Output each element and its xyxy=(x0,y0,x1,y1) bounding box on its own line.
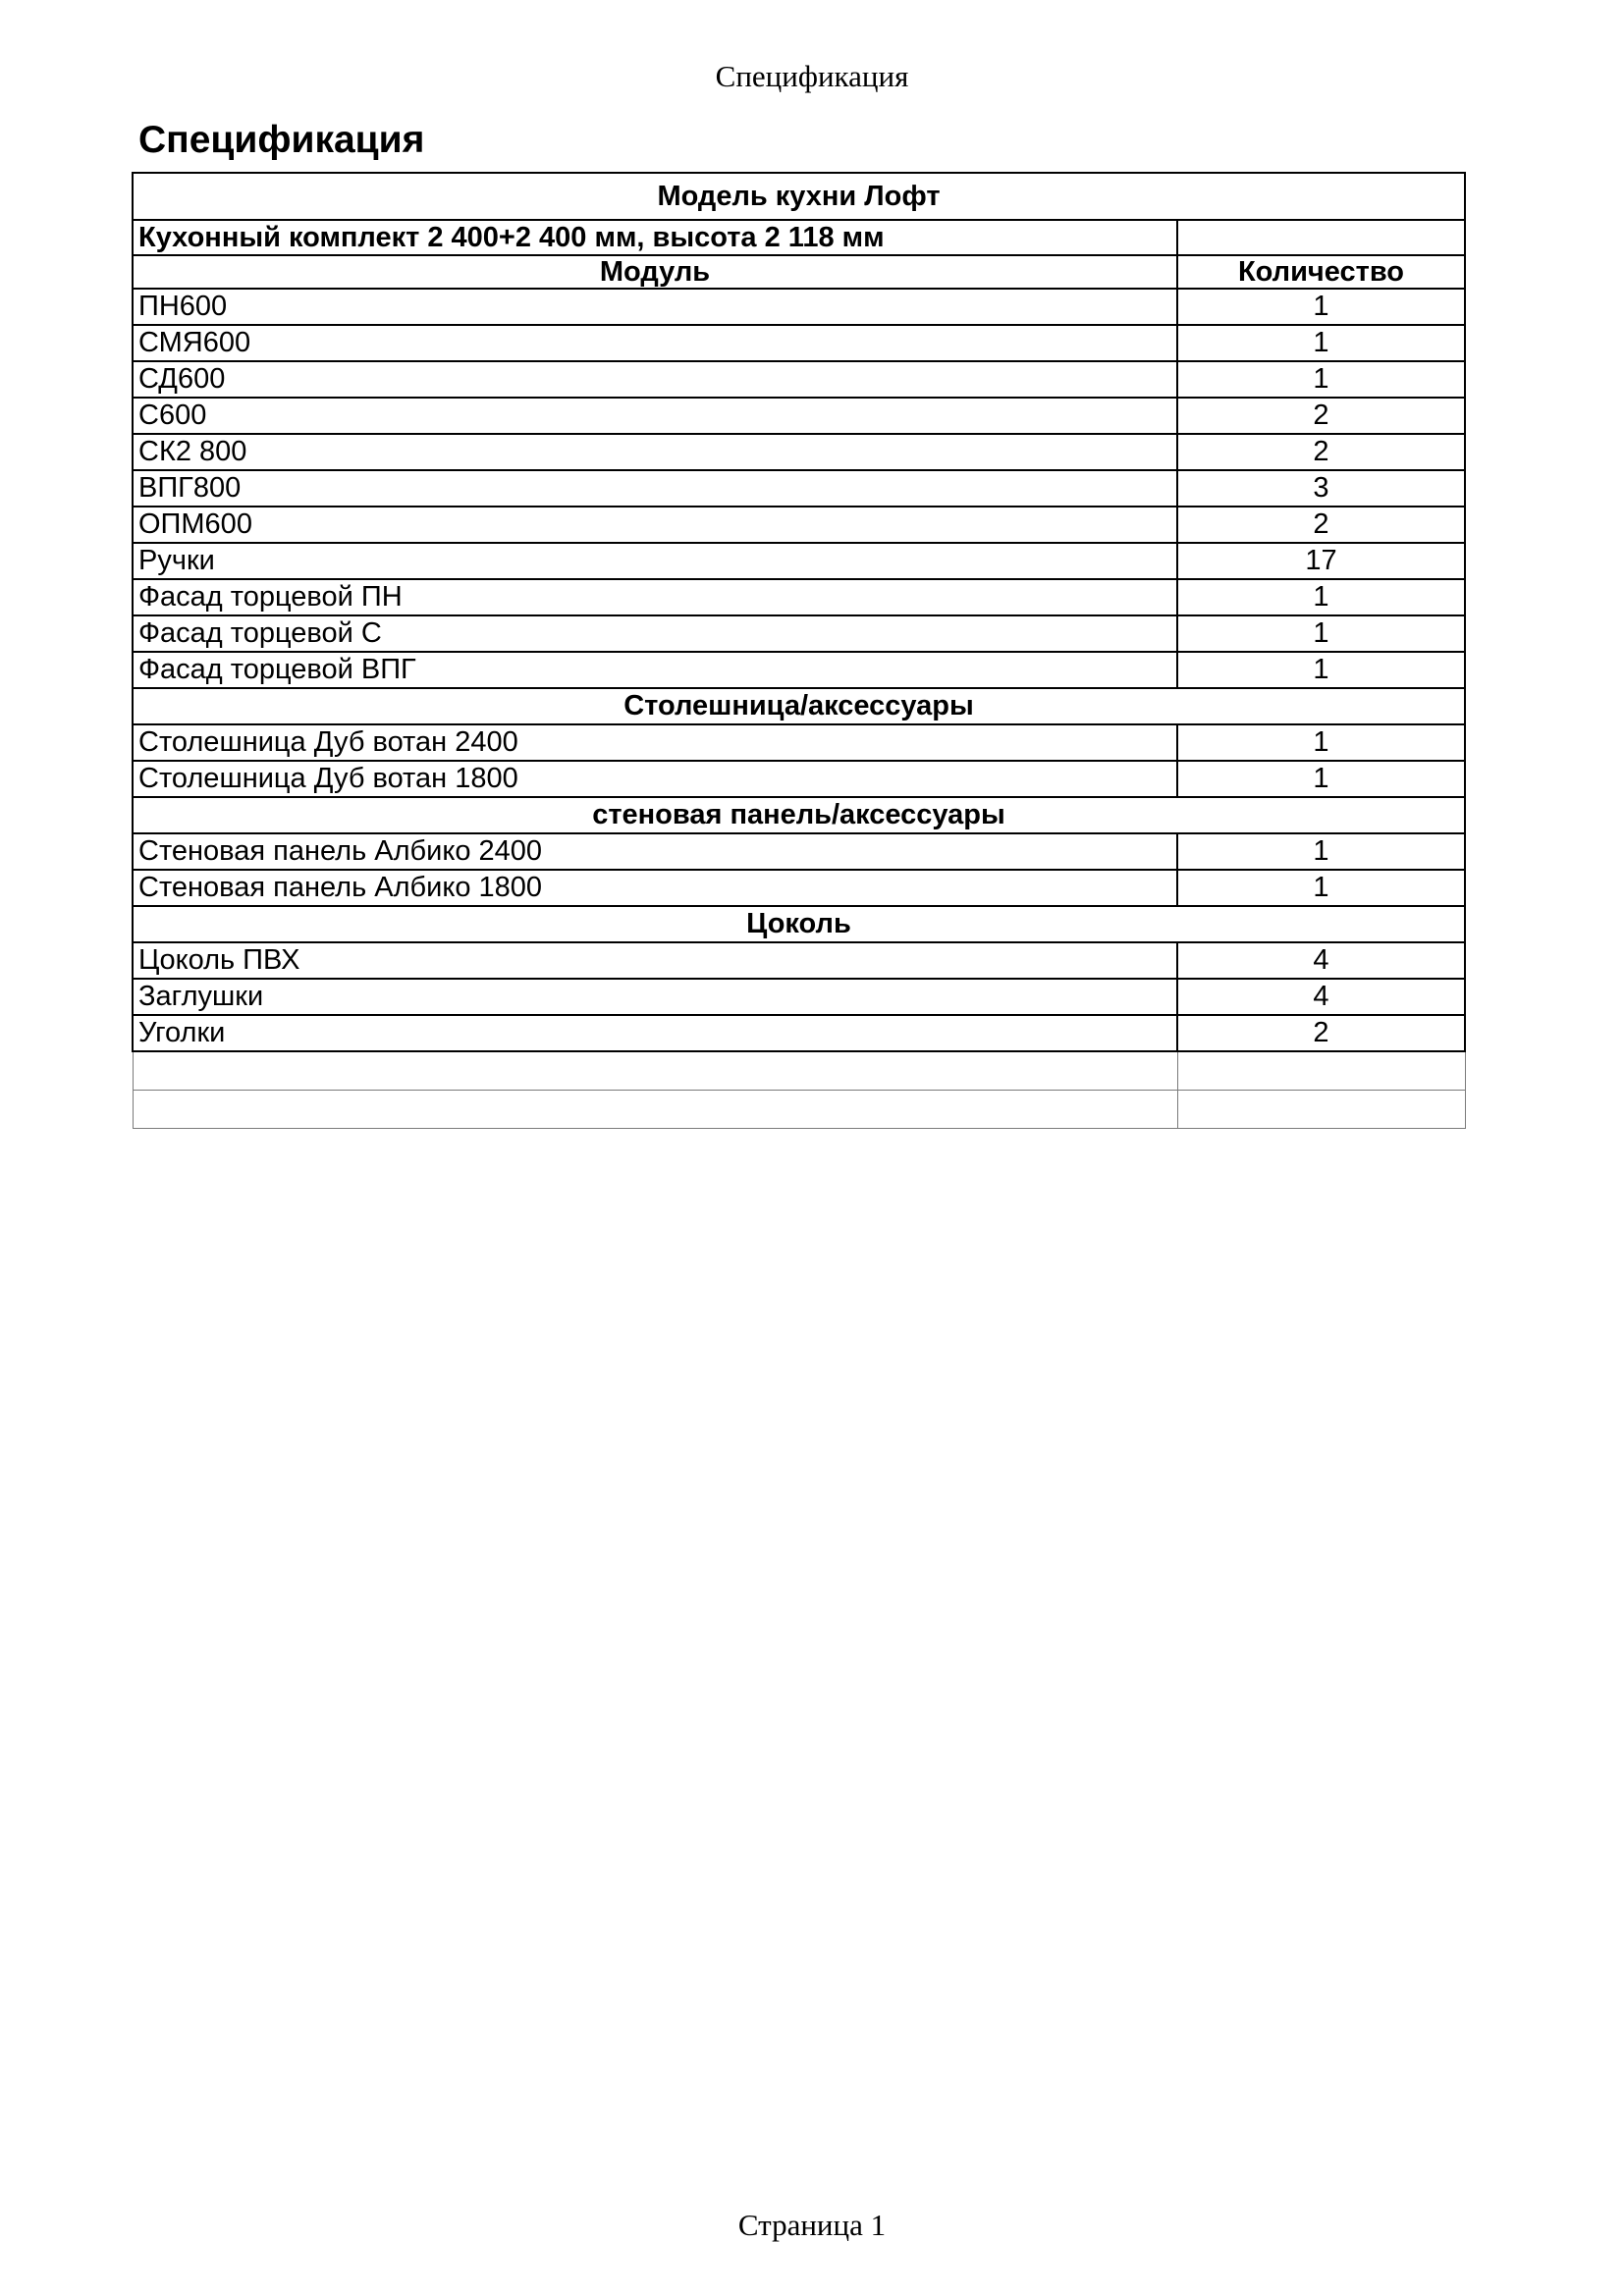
kit-description: Кухонный комплект 2 400+2 400 мм, высота 2 118 мм xyxy=(133,220,1177,255)
module-name: С600 xyxy=(133,398,1177,434)
countertop-qty: 1 xyxy=(1177,724,1465,761)
section-title-wall-panel: стеновая панель/аксессуары xyxy=(133,797,1465,833)
empty-cell xyxy=(133,1090,1177,1128)
wall-panel-qty: 1 xyxy=(1177,833,1465,870)
countertop-name: Столешница Дуб вотан 1800 xyxy=(133,761,1177,797)
section-row-countertop xyxy=(133,688,1465,724)
section-title-plinth: Цоколь xyxy=(133,906,1465,942)
plinth-qty: 2 xyxy=(1177,1015,1465,1051)
module-name: ОПМ600 xyxy=(133,507,1177,543)
table-row xyxy=(133,434,1465,470)
empty-row xyxy=(133,1051,1465,1090)
table-row xyxy=(133,289,1465,325)
empty-cell xyxy=(1177,1090,1465,1128)
wall-panel-name: Стеновая панель Албико 1800 xyxy=(133,870,1177,906)
module-name: Фасад торцевой С xyxy=(133,615,1177,652)
table-row xyxy=(133,1015,1465,1051)
table-row xyxy=(133,398,1465,434)
table-row xyxy=(133,942,1465,979)
wall-panel-qty: 1 xyxy=(1177,870,1465,906)
empty-row xyxy=(133,1090,1465,1128)
table-row xyxy=(133,724,1465,761)
table-row xyxy=(133,361,1465,398)
page-footer: Страница 1 xyxy=(737,2208,887,2242)
module-name: Ручки xyxy=(133,543,1177,579)
module-qty: 1 xyxy=(1177,652,1465,688)
column-header-row xyxy=(133,255,1465,289)
empty-cell xyxy=(1177,1051,1465,1090)
module-name: СК2 800 xyxy=(133,434,1177,470)
table-row xyxy=(133,507,1465,543)
table-row xyxy=(133,979,1465,1015)
kit-value xyxy=(1177,220,1465,255)
plinth-name: Уголки xyxy=(133,1015,1177,1051)
module-qty: 17 xyxy=(1177,543,1465,579)
module-name: СД600 xyxy=(133,361,1177,398)
document-title: Спецификация xyxy=(138,119,425,161)
module-qty: 2 xyxy=(1177,507,1465,543)
module-qty: 2 xyxy=(1177,434,1465,470)
module-qty: 1 xyxy=(1177,325,1465,361)
section-row-plinth xyxy=(133,906,1465,942)
table-row xyxy=(133,833,1465,870)
module-name: ВПГ800 xyxy=(133,470,1177,507)
table-row xyxy=(133,325,1465,361)
module-qty: 3 xyxy=(1177,470,1465,507)
plinth-qty: 4 xyxy=(1177,979,1465,1015)
plinth-name: Цоколь ПВХ xyxy=(133,942,1177,979)
countertop-qty: 1 xyxy=(1177,761,1465,797)
table-row xyxy=(133,615,1465,652)
module-qty: 1 xyxy=(1177,361,1465,398)
model-title: Модель кухни Лофт xyxy=(133,173,1465,220)
plinth-name: Заглушки xyxy=(133,979,1177,1015)
kit-row xyxy=(133,220,1465,255)
table-row xyxy=(133,761,1465,797)
module-qty: 1 xyxy=(1177,579,1465,615)
countertop-name: Столешница Дуб вотан 2400 xyxy=(133,724,1177,761)
wall-panel-name: Стеновая панель Албико 2400 xyxy=(133,833,1177,870)
plinth-qty: 4 xyxy=(1177,942,1465,979)
table-row xyxy=(133,579,1465,615)
page-header: Спецификация xyxy=(715,59,909,93)
column-header-quantity: Количество xyxy=(1177,255,1465,289)
model-title-row xyxy=(133,173,1465,220)
specification-table xyxy=(132,172,1466,1129)
section-title-countertop: Столешница/аксессуары xyxy=(133,688,1465,724)
column-header-module: Модуль xyxy=(133,255,1177,289)
section-row-wall-panel xyxy=(133,797,1465,833)
module-qty: 2 xyxy=(1177,398,1465,434)
module-name: Фасад торцевой ВПГ xyxy=(133,652,1177,688)
table-row xyxy=(133,470,1465,507)
table-row xyxy=(133,870,1465,906)
table-row xyxy=(133,652,1465,688)
module-qty: 1 xyxy=(1177,615,1465,652)
module-name: ПН600 xyxy=(133,289,1177,325)
empty-cell xyxy=(133,1051,1177,1090)
module-name: Фасад торцевой ПН xyxy=(133,579,1177,615)
module-qty: 1 xyxy=(1177,289,1465,325)
module-name: СМЯ600 xyxy=(133,325,1177,361)
table-row xyxy=(133,543,1465,579)
